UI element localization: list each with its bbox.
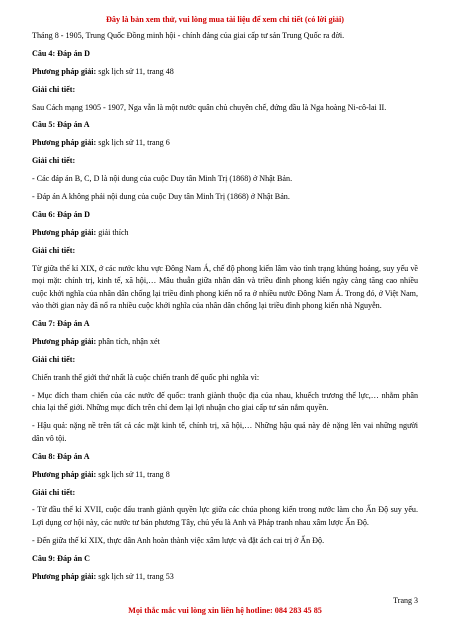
- method-label: Phương pháp giải:: [32, 66, 97, 76]
- preview-banner: Đây là bản xem thử, vui lòng mua tài liệu để xem chi tiết (có lời giải): [105, 15, 344, 24]
- section-heading: Giải chi tiết:: [32, 84, 76, 94]
- section-heading: Giải chi tiết:: [32, 487, 76, 497]
- method-line: [32, 571, 418, 584]
- body-paragraph: - Từ đầu thế kỉ XVII, cuộc đấu tranh giành quyền lực giữa các chúa phong kiến trong nước làm cho Ấn Độ suy yếu. Lợi dụng cơ hội này, các nước tư bản phương Tây, chủ yếu là Anh và Pháp tranh nhau xâm lược Ấn Độ.: [32, 505, 418, 528]
- section-heading: Giải chi tiết:: [32, 156, 76, 166]
- body-paragraph: - Các đáp án B, C, D là nội dung của cuộc Duy tân Minh Trị (1868) ở Nhật Bản.: [32, 174, 293, 184]
- body-paragraph: - Đáp án A không phải nội dung của cuộc Duy tân Minh Trị (1868) ở Nhật Bản.: [32, 192, 290, 202]
- method-line: [32, 336, 418, 349]
- method-value: sgk lịch sử 11, trang 8: [96, 469, 170, 479]
- body-paragraph: Tháng 8 - 1905, Trung Quốc Đồng minh hội - chính đảng của giai cấp tư sản Trung Quốc ra đời.: [32, 31, 345, 40]
- section-heading: Câu 8: Đáp án A: [32, 451, 90, 461]
- method-line: [32, 66, 418, 79]
- method-line: [32, 227, 418, 240]
- section-heading: Giải chi tiết:: [32, 245, 76, 255]
- section-heading: Câu 5: Đáp án A: [32, 120, 90, 130]
- body-paragraph: - Hậu quả: nặng nề trên tất cả các mặt kinh tế, chính trị, xã hội,… Những hậu quả này đè nặng lên vai những người dân vô tội.: [32, 421, 418, 443]
- body-paragraph: Sau Cách mạng 1905 - 1907, Nga vẫn là một nước quân chủ chuyên chế, đứng đầu là Nga hoàng Ni-cô-lai II.: [32, 102, 387, 112]
- section-heading: Câu 6: Đáp án D: [32, 209, 91, 219]
- method-line: [32, 137, 418, 150]
- method-label: Phương pháp giải:: [32, 469, 97, 479]
- section-heading: Câu 4: Đáp án D: [32, 48, 91, 58]
- method-value: phân tích, nhận xét: [96, 337, 160, 347]
- method-label: Phương pháp giải:: [32, 337, 97, 347]
- method-value: giải thích: [96, 227, 129, 237]
- section-heading: Giải chi tiết:: [32, 355, 76, 365]
- method-value: sgk lịch sử 11, trang 6: [96, 138, 170, 148]
- body-paragraph: - Mục đích tham chiến của các nước đế quốc: tranh giành thuộc địa của nhau, khuếch trương thế lực,… nhằm phân chia lại thế giới. Những mục đích trên chỉ đem lại lợi nhuận cho giai cấp tư sản nắm quyền.: [32, 390, 418, 413]
- section-heading: Câu 7: Đáp án A: [32, 319, 90, 329]
- body-paragraph: Chiến tranh thế giới thứ nhất là cuộc chiến tranh đế quốc phi nghĩa vì:: [32, 372, 260, 382]
- body-paragraph: Từ giữa thế kỉ XIX, ở các nước khu vực Đông Nam Á, chế độ phong kiến lâm vào tình trạng khủng hoảng, suy yếu về mọi mặt: chính trị, kinh tế, xã hội,… Mâu thuẫn giữa nhân dân và triều đình phong kiến ngày càng tăng cao nhiều cuộc khởi nghĩa của nhân dân chống lại triều đình phong kiến nổ ra ở nhiều nước Đông Nam Á. Trong đó, ở Việt Nam, vào thời gian này đã nổ ra nhiều cuộc khởi nghĩa của nhân dân chống lại triều đình phong kiến nhà Nguyễn.: [32, 263, 418, 311]
- body-paragraph: - Đến giữa thế kỉ XIX, thực dân Anh hoàn thành việc xâm lược và đặt ách cai trị ở Ấn Độ.: [32, 535, 325, 545]
- method-label: Phương pháp giải:: [32, 571, 97, 581]
- method-value: sgk lịch sử 11, trang 48: [96, 66, 174, 76]
- document-body: [32, 30, 418, 589]
- page-number: Trang 3: [393, 596, 418, 605]
- method-line: [32, 469, 418, 482]
- method-label: Phương pháp giải:: [32, 138, 97, 148]
- hotline-footer: Mọi thắc mắc vui lòng xin liên hệ hotline: 084 283 45 85: [128, 606, 322, 615]
- section-heading: Câu 9: Đáp án C: [32, 553, 91, 563]
- method-label: Phương pháp giải:: [32, 227, 97, 237]
- method-value: sgk lịch sử 11, trang 53: [96, 571, 174, 581]
